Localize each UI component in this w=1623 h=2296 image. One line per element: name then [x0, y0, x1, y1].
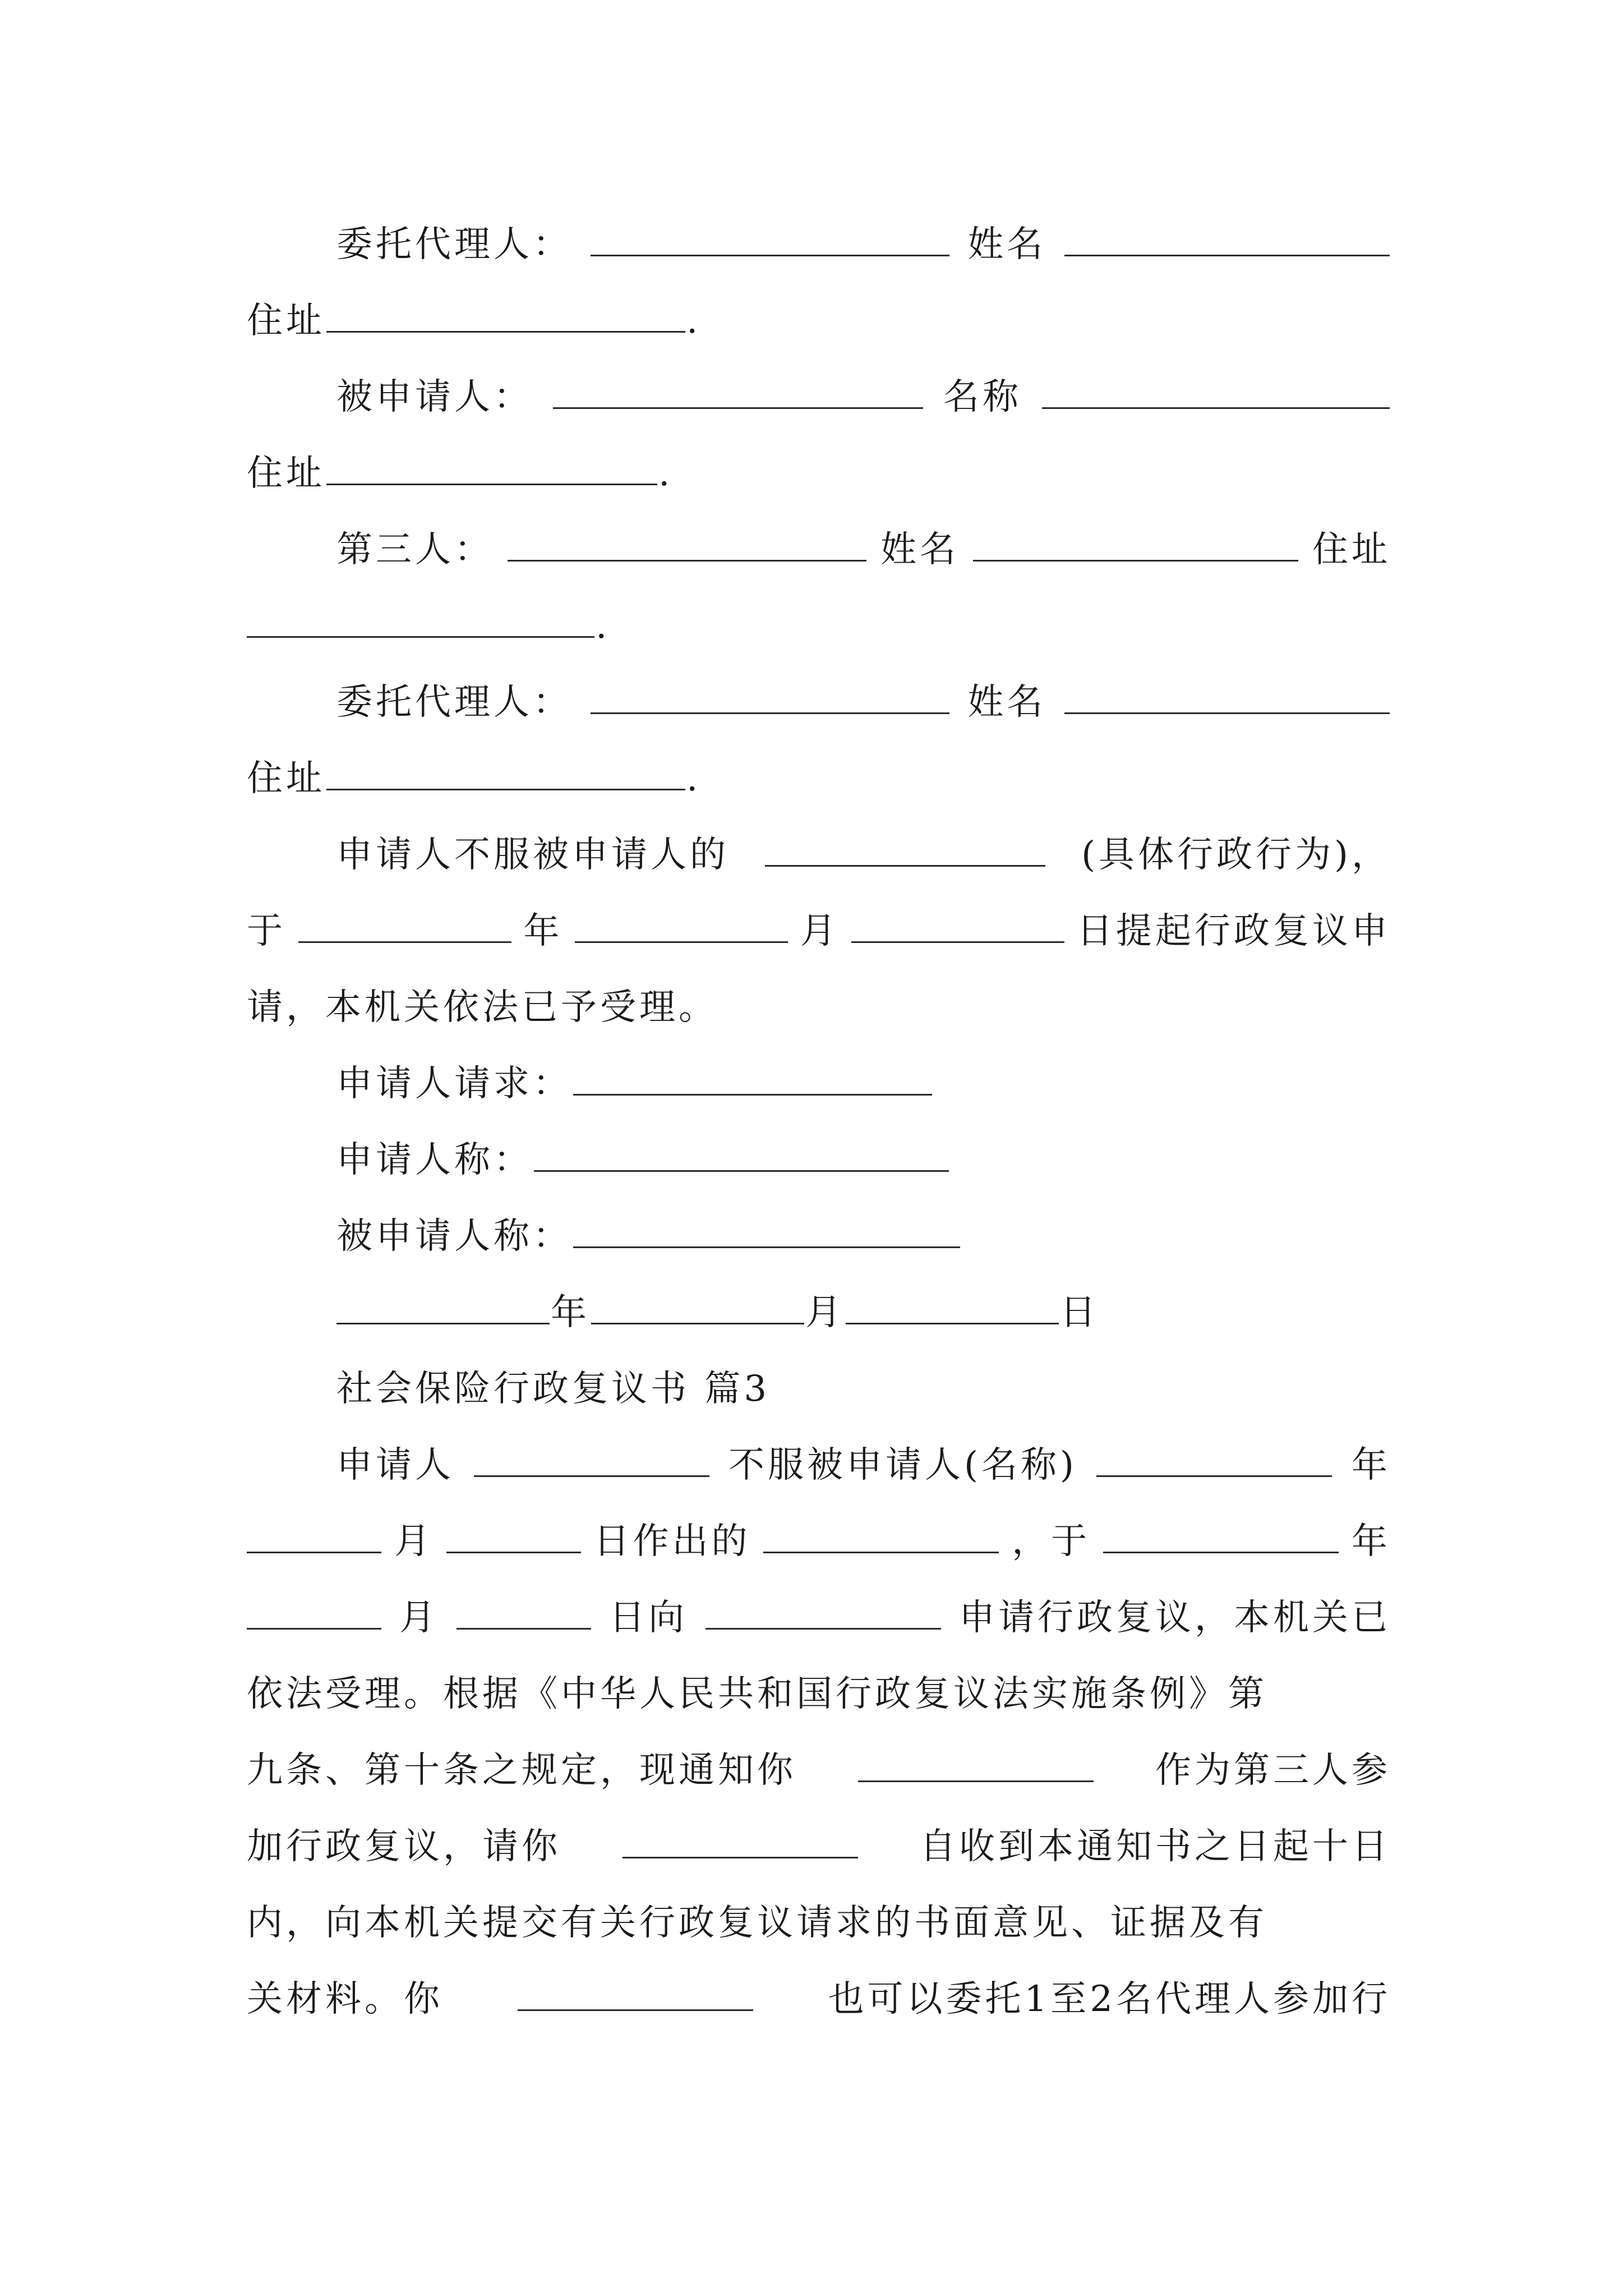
label: 被申请人：: [336, 376, 533, 418]
blank-underline: [591, 1280, 804, 1324]
label: 名称: [943, 376, 1022, 418]
blank-underline: [326, 441, 657, 485]
blank-underline: [508, 517, 866, 562]
paragraph-text: 关材料。你: [247, 1978, 443, 2020]
label: 申请人不服被申请人的: [336, 834, 729, 876]
label: 年: [551, 1292, 590, 1333]
blank-underline: [247, 1509, 381, 1553]
punctuation: .: [658, 453, 674, 494]
paragraph-text: 作为第三人参: [1155, 1750, 1391, 1791]
text-line: [336, 359, 1391, 435]
blank-underline: [553, 365, 923, 409]
label: ，于: [1012, 1521, 1091, 1562]
blank-underline: [1064, 670, 1390, 714]
text-line: [336, 512, 1391, 588]
label: 姓名: [880, 529, 959, 570]
label: 委托代理人：: [336, 224, 572, 265]
label: 日: [1060, 1292, 1099, 1333]
blank-underline: [591, 212, 949, 256]
blank-underline: [474, 1433, 709, 1477]
label: 月: [399, 1597, 439, 1639]
label: 姓名: [967, 682, 1046, 723]
text-line: [336, 817, 1391, 893]
paragraph-text: 自收到本通知书之日起十日: [920, 1826, 1391, 1867]
label: 日向: [609, 1597, 688, 1639]
paragraph-text: 内，向本机关提交有关行政复议请求的书面意见、证据及有: [247, 1902, 1267, 1944]
blank-underline: [326, 746, 685, 790]
text-line: [247, 1503, 1391, 1580]
blank-underline: [446, 1509, 581, 1553]
label: 被申请人称：: [336, 1216, 572, 1257]
label: 不服被申请人(名称): [728, 1444, 1077, 1486]
label: 申请行政复议，本机关已: [959, 1597, 1391, 1639]
label: (具体行政行为)，: [1081, 834, 1391, 876]
text-line: [336, 206, 1391, 283]
text-line: [247, 740, 1391, 817]
text-line: [336, 1198, 1391, 1274]
blank-underline: [573, 1204, 960, 1248]
text-line: [336, 1122, 1391, 1198]
label: 年: [1351, 1521, 1391, 1562]
blank-underline: [247, 1585, 381, 1630]
text-line: [247, 435, 1391, 512]
blank-underline: [1042, 365, 1390, 409]
punctuation: .: [686, 758, 702, 799]
blank-underline: [534, 1128, 949, 1172]
label: 日作出的: [593, 1521, 751, 1562]
blank-underline: [1096, 1433, 1332, 1477]
blank-underline: [326, 288, 685, 333]
label: 月: [394, 1521, 434, 1562]
text-line: [247, 1885, 1391, 1961]
label: 年: [523, 910, 563, 952]
blank-underline: [575, 899, 788, 943]
label: 申请人称：: [336, 1139, 533, 1181]
blank-underline: [247, 593, 594, 638]
blank-underline: [591, 670, 949, 714]
paragraph-text: 也可以委托1至2名代理人参加行: [828, 1978, 1391, 2020]
label: 申请人请求：: [336, 1063, 572, 1105]
text-line: [247, 1961, 1391, 2037]
label: 于: [247, 910, 286, 952]
blank-underline: [851, 899, 1064, 943]
blank-underline: [298, 899, 511, 943]
blank-underline: [518, 1967, 753, 2011]
label: 年: [1352, 1444, 1391, 1486]
blank-underline: [1064, 212, 1390, 256]
blank-underline: [457, 1585, 591, 1630]
blank-underline: [763, 1509, 999, 1553]
label: 日提起行政复议申: [1076, 910, 1391, 952]
text-line: [247, 1580, 1391, 1656]
text-line: [336, 664, 1391, 740]
blank-underline: [706, 1585, 941, 1630]
label: 住址: [1312, 529, 1391, 570]
label: 住址: [247, 758, 325, 799]
blank-underline: [623, 1814, 858, 1858]
blank-underline: [858, 1738, 1094, 1782]
label: 住址: [247, 300, 325, 342]
label: 申请人: [336, 1444, 454, 1486]
label: 第三人：: [336, 529, 494, 570]
punctuation: .: [686, 300, 702, 342]
label: 委托代理人：: [336, 682, 572, 723]
label: 姓名: [967, 224, 1046, 265]
blank-underline: [336, 1280, 550, 1324]
blank-underline: [765, 822, 1045, 867]
heading-text: 社会保险行政复议书 篇3: [336, 1368, 771, 1410]
text-line: [247, 893, 1391, 969]
label: 月: [805, 1292, 845, 1333]
text-line: [336, 1046, 1391, 1122]
blank-underline: [846, 1280, 1059, 1324]
paragraph-text: 九条、第十条之规定，现通知你: [247, 1750, 796, 1791]
label: 住址: [247, 453, 325, 494]
section-heading: [336, 1351, 1391, 1427]
blank-underline: [973, 517, 1298, 562]
text-line: [336, 1427, 1391, 1503]
text-line: [247, 1656, 1391, 1732]
paragraph-text: 请，本机关依法已予受理。: [247, 987, 718, 1028]
blank-underline: [573, 1051, 932, 1096]
text-line: [247, 1732, 1391, 1809]
text-line: [247, 969, 1391, 1046]
text-line: [247, 1809, 1391, 1885]
paragraph-text: 加行政复议，请你: [247, 1826, 561, 1867]
text-line: [247, 588, 1391, 664]
punctuation: .: [596, 605, 611, 647]
paragraph-text: 依法受理。根据《中华人民共和国行政复议法实施条例》第: [247, 1673, 1267, 1715]
blank-underline: [1103, 1509, 1339, 1553]
text-line: [336, 1274, 1391, 1351]
text-line: [247, 283, 1391, 359]
label: 月: [800, 910, 840, 952]
